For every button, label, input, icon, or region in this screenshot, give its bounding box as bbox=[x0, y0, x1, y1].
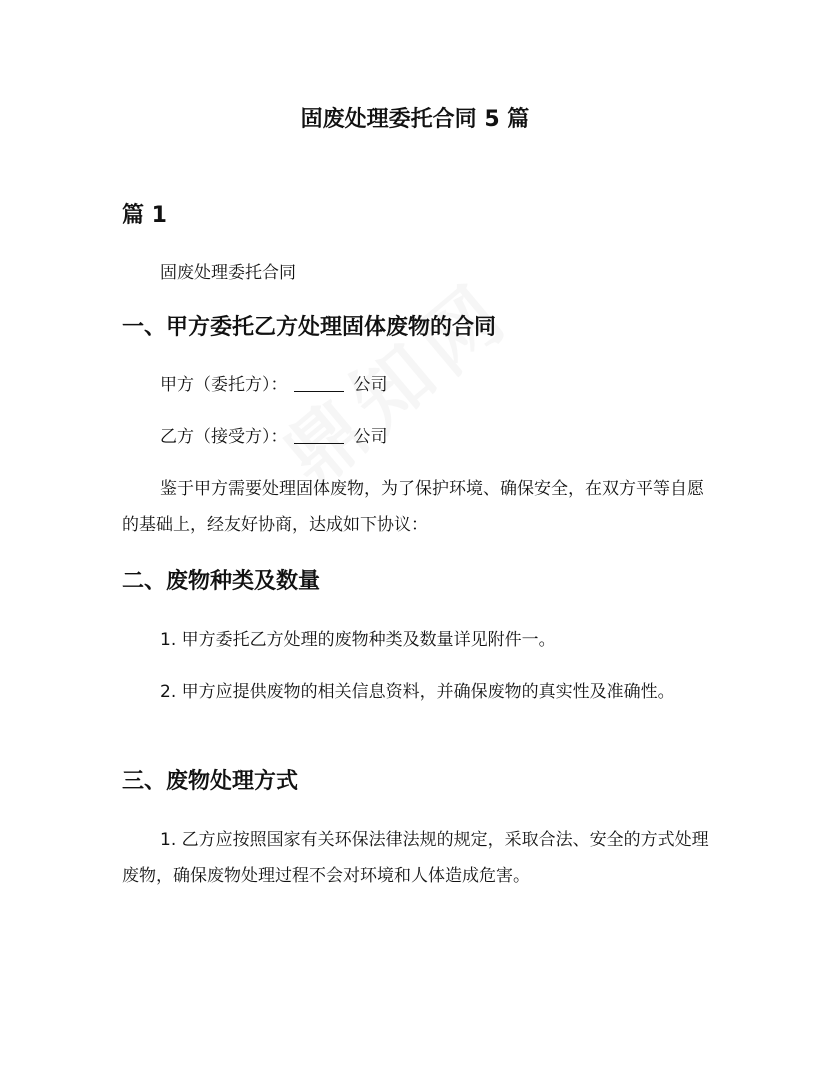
document-title: 固废处理委托合同 5 篇 bbox=[300, 107, 530, 132]
party-b-suffix: 公司 bbox=[353, 427, 388, 447]
contract-name: 固废处理委托合同 bbox=[160, 263, 296, 283]
section-2-item-1: 1. 甲方委托乙方处理的废物种类及数量详见附件一。 bbox=[160, 630, 556, 650]
section-2-item-2: 2. 甲方应提供废物的相关信息资料，并确保废物的真实性及准确性。 bbox=[160, 682, 675, 702]
party-a-blank bbox=[294, 373, 344, 392]
section-3-item-1: 1. 乙方应按照国家有关环保法律法规的规定，采取合法、安全的方式处理废物，确保废物处理过程不会对环境和人体造成危害。 bbox=[122, 830, 709, 886]
section-3-heading: 三、废物处理方式 bbox=[122, 769, 299, 794]
party-a-line bbox=[160, 370, 388, 400]
section-2-heading: 二、废物种类及数量 bbox=[122, 569, 321, 594]
section-1-heading: 一、甲方委托乙方处理固体废物的合同 bbox=[122, 315, 497, 340]
part-heading: 篇 1 bbox=[122, 203, 167, 228]
party-b-label: 乙方（接受方）： bbox=[160, 427, 288, 447]
party-b-line bbox=[160, 422, 388, 452]
party-a-label: 甲方（委托方）： bbox=[160, 375, 288, 395]
intro-paragraph: 鉴于甲方需要处理固体废物，为了保护环境、确保安全，在双方平等自愿的基础上，经友好协商，达成如下协议： bbox=[122, 479, 704, 535]
party-b-blank bbox=[294, 425, 344, 444]
party-a-suffix: 公司 bbox=[353, 375, 388, 395]
